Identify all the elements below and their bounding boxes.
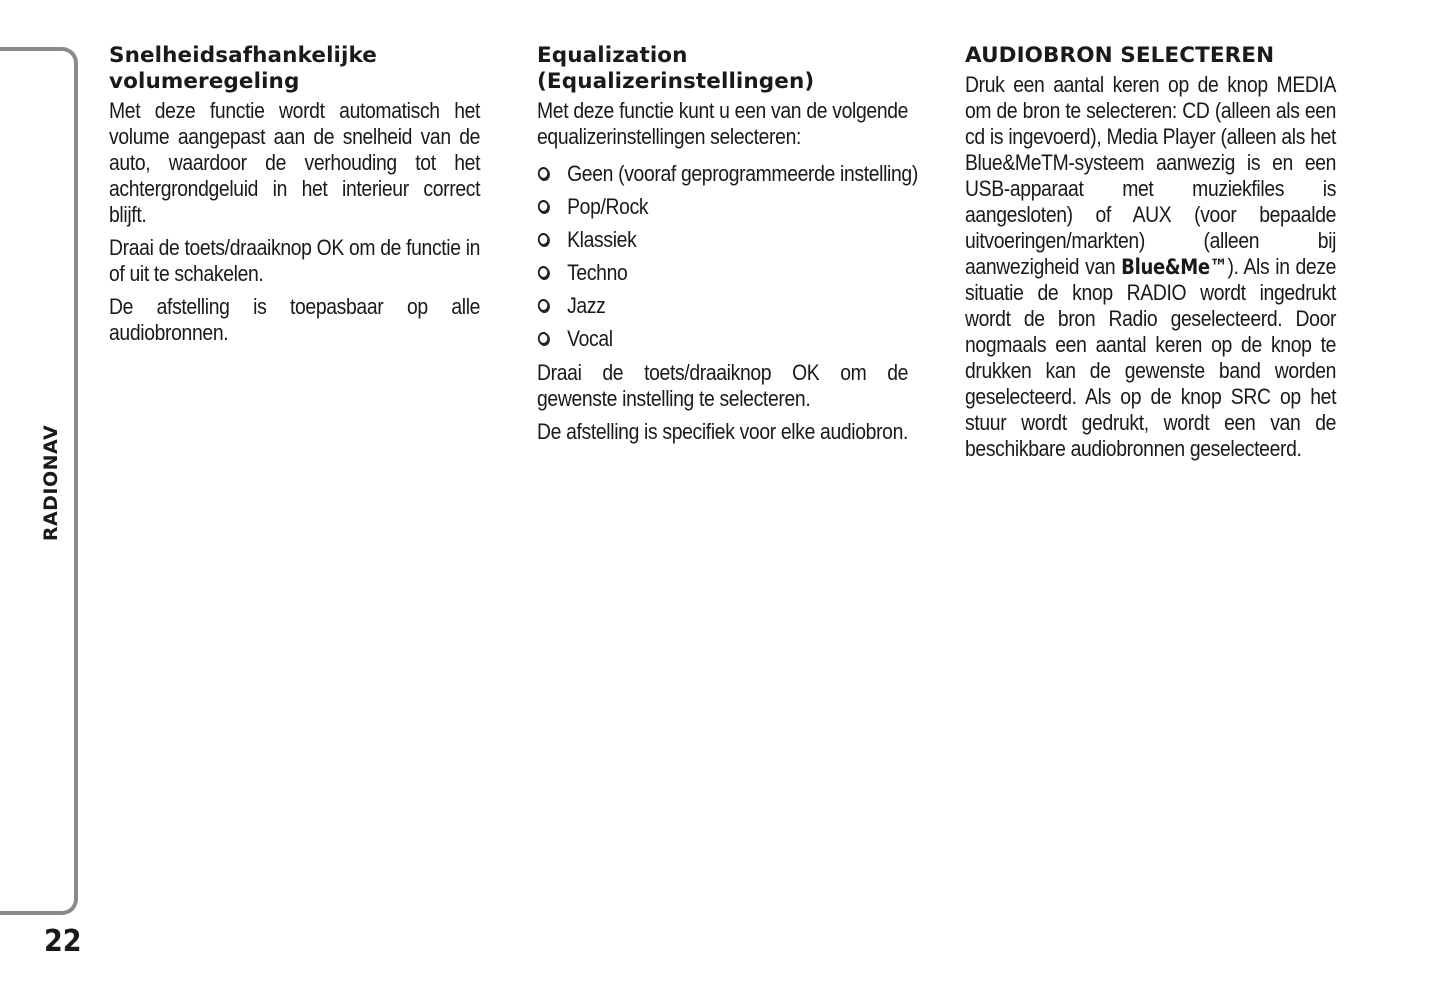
list-item-label: Geen (vooraf geprogrammeerde instelling) <box>567 161 918 186</box>
list-item-label: Jazz <box>567 293 606 318</box>
list-item-label: Pop/Rock <box>567 194 649 219</box>
section-heading-audio-source: AUDIOBRON SELECTEREN <box>965 43 1275 68</box>
list-item-label: Klassiek <box>567 227 637 252</box>
paragraph: Draai de toets/draaiknop OK om de functie in of uit te schakelen. <box>109 235 481 286</box>
section-heading-speed-volume <box>109 43 481 95</box>
column-speed-volume <box>109 43 481 353</box>
paragraph: Met deze functie kunt u een van de volgende equalizerinstellingen selecteren: <box>537 98 909 149</box>
page-number: 22 <box>44 924 82 959</box>
circle-bullet-icon <box>538 233 549 246</box>
list-item <box>537 322 908 355</box>
list-item <box>537 190 908 223</box>
paragraph: De afstelling is toepasbaar op alle audiobronnen. <box>109 294 481 345</box>
equalizer-options-list <box>537 157 918 355</box>
list-item <box>537 256 908 289</box>
column-equalization <box>537 43 918 452</box>
heading-line: volumeregeling <box>109 69 300 94</box>
heading-line: Snelheidsafhankelijke <box>109 43 377 68</box>
heading-line: Equalization <box>537 43 688 68</box>
list-item <box>537 289 908 322</box>
list-item <box>537 223 908 256</box>
paragraph: Draai de toets/draaiknop OK om de gewenste instelling te selecteren. <box>537 360 909 411</box>
circle-bullet-icon <box>538 266 549 279</box>
section-tab-label: RADIONAV <box>40 424 63 541</box>
list-item-label: Vocal <box>567 326 613 351</box>
paragraph: De afstelling is specifiek voor elke audiobron. <box>537 419 909 444</box>
list-item-label: Techno <box>567 260 628 285</box>
paragraph-text: ). Als in deze situatie de knop RADIO wordt ingedrukt wordt de bron Radio geselecteerd. Door nogmaals een aantal keren op de knop te drukken kan de gewenste band worden geselecteerd. Als op de knop SRC op het stuur wordt gedrukt, wordt een van de beschikbare audiobronnen geselecteerd. <box>965 254 1337 461</box>
circle-bullet-icon <box>538 299 549 312</box>
paragraph-text: Druk een aantal keren op de knop MEDIA om de bron te selecteren: CD (alleen als een cd is ingevoerd), Media Player (alleen als het Blue&MeTM-systeem aanwezig is en een USB-apparaat met muziekfiles is aangesloten) of AUX (voor bepaalde uitvoeringen/markten) (alleen bij aanwezigheid van <box>965 72 1337 279</box>
paragraph <box>965 72 1336 462</box>
circle-bullet-icon <box>538 200 549 213</box>
section-tab <box>34 415 68 550</box>
circle-bullet-icon <box>538 332 549 345</box>
paragraph: Met deze functie wordt automatisch het volume aangepast aan de snelheid van de auto, waardoor de verhouding tot het achtergrondgeluid in het interieur correct blijft. <box>109 98 481 227</box>
section-heading-equalization <box>537 43 909 95</box>
heading-line: (Equalizerinstellingen) <box>537 69 815 94</box>
circle-bullet-icon <box>538 167 549 180</box>
list-item <box>537 157 918 190</box>
column-audio-source <box>965 43 1337 469</box>
brand-name: Blue&Me™ <box>1121 255 1228 279</box>
